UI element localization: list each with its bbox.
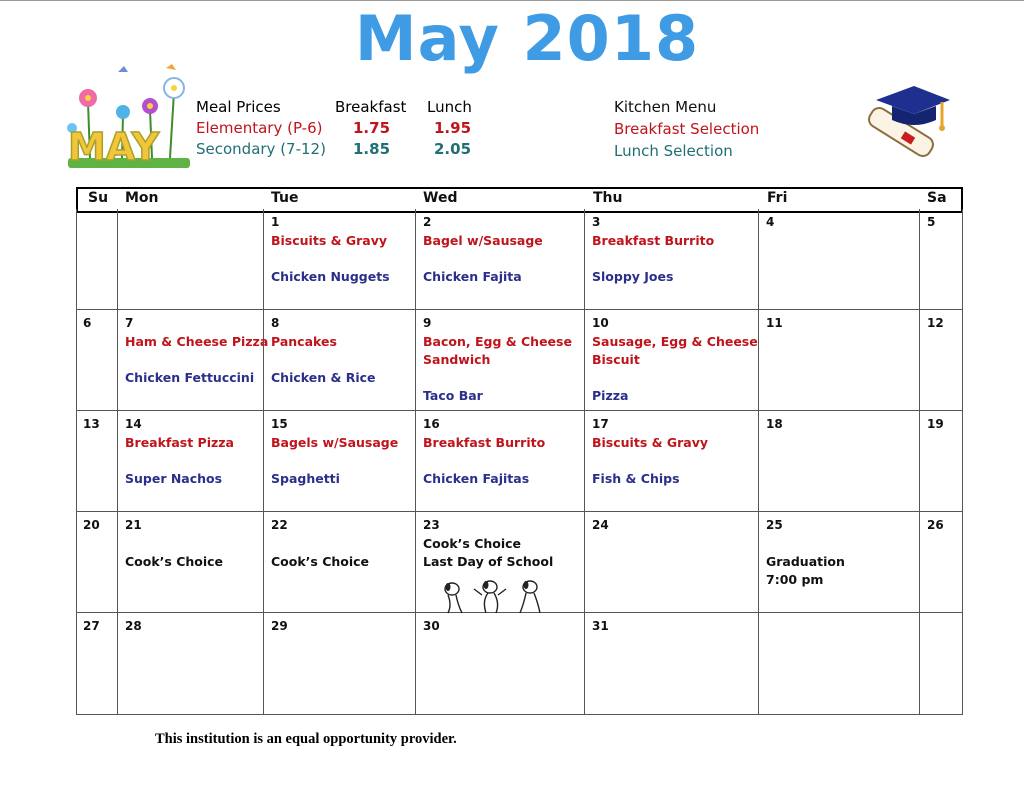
day-number: 12 xyxy=(927,316,944,330)
day-cell xyxy=(118,310,269,411)
day-cell xyxy=(920,512,963,613)
prices-heading: Meal Prices xyxy=(196,98,281,116)
day-cell xyxy=(264,512,416,613)
day-cell xyxy=(118,512,264,613)
day-cell xyxy=(585,512,759,613)
lunch-item: Spaghetti xyxy=(271,471,340,486)
weekday-label: Tue xyxy=(271,190,299,206)
weekday-label: Su xyxy=(88,190,109,206)
price-row-lunch: 2.05 xyxy=(434,140,472,158)
weekday-label: Sa xyxy=(927,190,947,206)
equal-opportunity-notice: This institution is an equal opportunity provider. xyxy=(155,731,457,747)
day-cell xyxy=(416,209,585,310)
day-number: 18 xyxy=(766,417,783,431)
day-number: 20 xyxy=(83,518,100,532)
event-note: Cook’s Choice xyxy=(423,536,522,551)
price-row-label: Elementary (P-6) xyxy=(196,119,323,137)
day-number: 10 xyxy=(592,316,609,330)
price-row-breakfast: 1.85 xyxy=(353,140,391,158)
day-number: 2 xyxy=(423,215,432,229)
breakfast-item: Biscuit xyxy=(592,352,640,367)
may-flowers-illustration xyxy=(58,62,194,174)
day-cell xyxy=(264,613,416,715)
day-cell xyxy=(759,209,920,310)
day-number: 28 xyxy=(125,619,142,633)
day-number: 3 xyxy=(592,215,601,229)
top-rule xyxy=(0,0,1024,1)
breakfast-item: Bagel w/Sausage xyxy=(423,233,543,248)
day-number: 6 xyxy=(83,316,92,330)
breakfast-item: Biscuits & Gravy xyxy=(592,435,709,450)
svg-text:MAY: MAY xyxy=(68,125,160,169)
event-note: Cook’s Choice xyxy=(271,554,370,569)
lunch-item: Chicken Fettuccini xyxy=(125,370,255,385)
breakfast-selection-label: Breakfast Selection xyxy=(614,120,760,138)
day-cell xyxy=(920,613,963,715)
day-number: 14 xyxy=(125,417,142,431)
day-cell xyxy=(416,310,585,411)
breakfast-item: Sausage, Egg & Cheese xyxy=(592,334,758,349)
event-note: Last Day of School xyxy=(423,554,554,569)
day-cell xyxy=(759,613,920,715)
prices-col-breakfast: Breakfast xyxy=(335,98,407,116)
breakfast-item: Bagels w/Sausage xyxy=(271,435,399,450)
day-cell xyxy=(920,411,963,512)
breakfast-item: Breakfast Burrito xyxy=(592,233,715,248)
kitchen-heading: Kitchen Menu xyxy=(614,98,717,116)
day-cell xyxy=(759,310,920,411)
lunch-item: Chicken Fajitas xyxy=(423,471,530,486)
day-number: 8 xyxy=(271,316,280,330)
day-number: 15 xyxy=(271,417,288,431)
lunch-item: Chicken Nuggets xyxy=(271,269,390,284)
day-number: 21 xyxy=(125,518,142,532)
day-cell xyxy=(264,310,416,411)
day-number: 31 xyxy=(592,619,609,633)
day-cell xyxy=(264,209,416,310)
day-cell xyxy=(585,209,759,310)
lunch-item: Chicken Fajita xyxy=(423,269,522,284)
day-number: 1 xyxy=(271,215,280,229)
weekday-label: Mon xyxy=(125,190,159,206)
day-cell xyxy=(76,613,118,715)
day-number: 9 xyxy=(423,316,432,330)
graduation-cap-diploma-icon xyxy=(858,82,954,178)
day-number: 22 xyxy=(271,518,288,532)
lunch-selection-label: Lunch Selection xyxy=(614,142,733,160)
day-cell xyxy=(264,411,416,512)
day-number: 5 xyxy=(927,215,936,229)
event-note: Graduation xyxy=(766,554,845,569)
day-number: 23 xyxy=(423,518,440,532)
snoopy-dancing-illustration xyxy=(432,575,552,619)
lunch-item: Sloppy Joes xyxy=(592,269,674,284)
weekday-label: Thu xyxy=(593,190,623,206)
breakfast-item: Bacon, Egg & Cheese xyxy=(423,334,572,349)
day-cell xyxy=(920,209,963,310)
day-cell xyxy=(759,512,920,613)
day-number: 24 xyxy=(592,518,609,532)
weekday-label: Fri xyxy=(767,190,788,206)
page-title: May 2018 xyxy=(354,2,700,75)
breakfast-item: Breakfast Pizza xyxy=(125,435,234,450)
lunch-item: Taco Bar xyxy=(423,388,483,403)
day-number: 25 xyxy=(766,518,783,532)
breakfast-item: Ham & Cheese Pizza xyxy=(125,334,269,349)
day-cell xyxy=(76,310,118,411)
day-number: 4 xyxy=(766,215,775,229)
day-cell xyxy=(416,613,585,715)
day-cell xyxy=(118,411,264,512)
day-number: 11 xyxy=(766,316,783,330)
prices-col-lunch: Lunch xyxy=(427,98,472,116)
day-number: 27 xyxy=(83,619,100,633)
day-number: 19 xyxy=(927,417,944,431)
price-row-lunch: 1.95 xyxy=(434,119,472,137)
lunch-item: Pizza xyxy=(592,388,629,403)
lunch-item: Super Nachos xyxy=(125,471,223,486)
day-number: 7 xyxy=(125,316,134,330)
day-cell xyxy=(920,310,963,411)
day-cell xyxy=(118,209,264,310)
price-row-label: Secondary (7-12) xyxy=(196,140,326,158)
event-note: Cook’s Choice xyxy=(125,554,224,569)
day-cell xyxy=(416,411,585,512)
day-cell xyxy=(118,613,264,715)
day-cell xyxy=(585,411,759,512)
breakfast-item: Biscuits & Gravy xyxy=(271,233,388,248)
day-cell xyxy=(585,613,759,715)
day-number: 30 xyxy=(423,619,440,633)
day-cell xyxy=(76,512,118,613)
day-cell xyxy=(76,209,118,310)
day-cell xyxy=(76,411,118,512)
day-number: 26 xyxy=(927,518,944,532)
day-number: 13 xyxy=(83,417,100,431)
day-cell xyxy=(585,310,759,411)
price-row-breakfast: 1.75 xyxy=(353,119,391,137)
event-note: 7:00 pm xyxy=(766,572,824,587)
lunch-item: Chicken & Rice xyxy=(271,370,376,385)
day-number: 17 xyxy=(592,417,609,431)
breakfast-item: Sandwich xyxy=(423,352,491,367)
breakfast-item: Breakfast Burrito xyxy=(423,435,546,450)
weekday-label: Wed xyxy=(423,190,458,206)
breakfast-item: Pancakes xyxy=(271,334,337,349)
day-cell xyxy=(759,411,920,512)
lunch-item: Fish & Chips xyxy=(592,471,680,486)
day-number: 16 xyxy=(423,417,440,431)
day-number: 29 xyxy=(271,619,288,633)
